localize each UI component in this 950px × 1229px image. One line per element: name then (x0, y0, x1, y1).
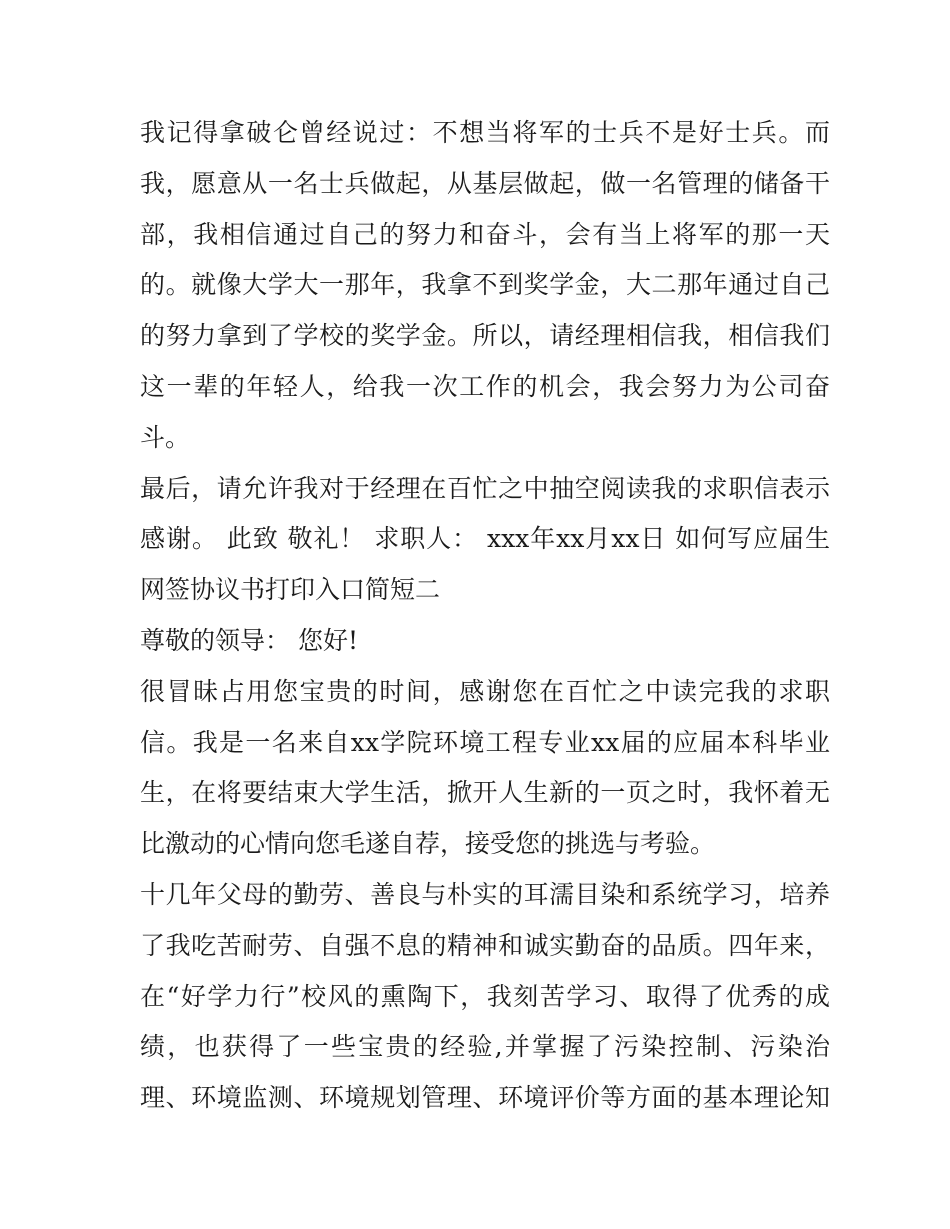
text-line: 的。就像大学大一那年，我拿不到奖学金，大二那年通过自己 (140, 270, 830, 300)
text-line: 生，在将要结束大学生活，掀开人生新的一页之时，我怀着无 (140, 778, 830, 808)
text-line: 这一辈的年轻人，给我一次工作的机会，我会努力为公司奋 (140, 371, 830, 401)
text-line: 我，愿意从一名士兵做起，从基层做起，做一名管理的储备干 (140, 168, 830, 198)
text-line: 十几年父母的勤劳、善良与朴实的耳濡目染和系统学习，培养 (140, 879, 830, 909)
text-line: 绩，也获得了一些宝贵的经验,并掌握了污染控制、污染治 (140, 1032, 830, 1062)
text-line: 在“好学力行”校风的熏陶下，我刻苦学习、取得了优秀的成 (140, 981, 830, 1011)
text-line: 我记得拿破仑曾经说过：不想当将军的士兵不是好士兵。而 (140, 118, 830, 147)
text-line: 斗。 (140, 422, 191, 452)
text-line: 感谢。 此致 敬礼！ 求职人： xxx年xx月xx日 如何写应届生 (140, 524, 830, 554)
text-line: 很冒昧占用您宝贵的时间，感谢您在百忙之中读完我的求职 (140, 676, 830, 706)
body-text (140, 108, 830, 1124)
text-line: 部，我相信通过自己的努力和奋斗，会有当上将军的那一天 (140, 219, 830, 249)
text-line: 信。我是一名来自xx学院环境工程专业xx届的应届本科毕业 (140, 727, 830, 757)
text-line: 的努力拿到了学校的奖学金。所以，请经理相信我，相信我们 (140, 321, 830, 351)
text-line: 理、环境监测、环境规划管理、环境评价等方面的基本理论知 (140, 1083, 830, 1113)
text-line: 比激动的心情向您毛遂自荐，接受您的挑选与考验。 (140, 829, 716, 859)
text-line: 尊敬的领导： 您好! (140, 625, 358, 655)
text-line: 网签协议书打印入口简短二 (140, 575, 441, 605)
text-line: 了我吃苦耐劳、自强不息的精神和诚实勤奋的品质。四年来， (140, 930, 830, 960)
text-line: 最后，请允许我对于经理在百忙之中抽空阅读我的求职信表示 (140, 473, 830, 503)
